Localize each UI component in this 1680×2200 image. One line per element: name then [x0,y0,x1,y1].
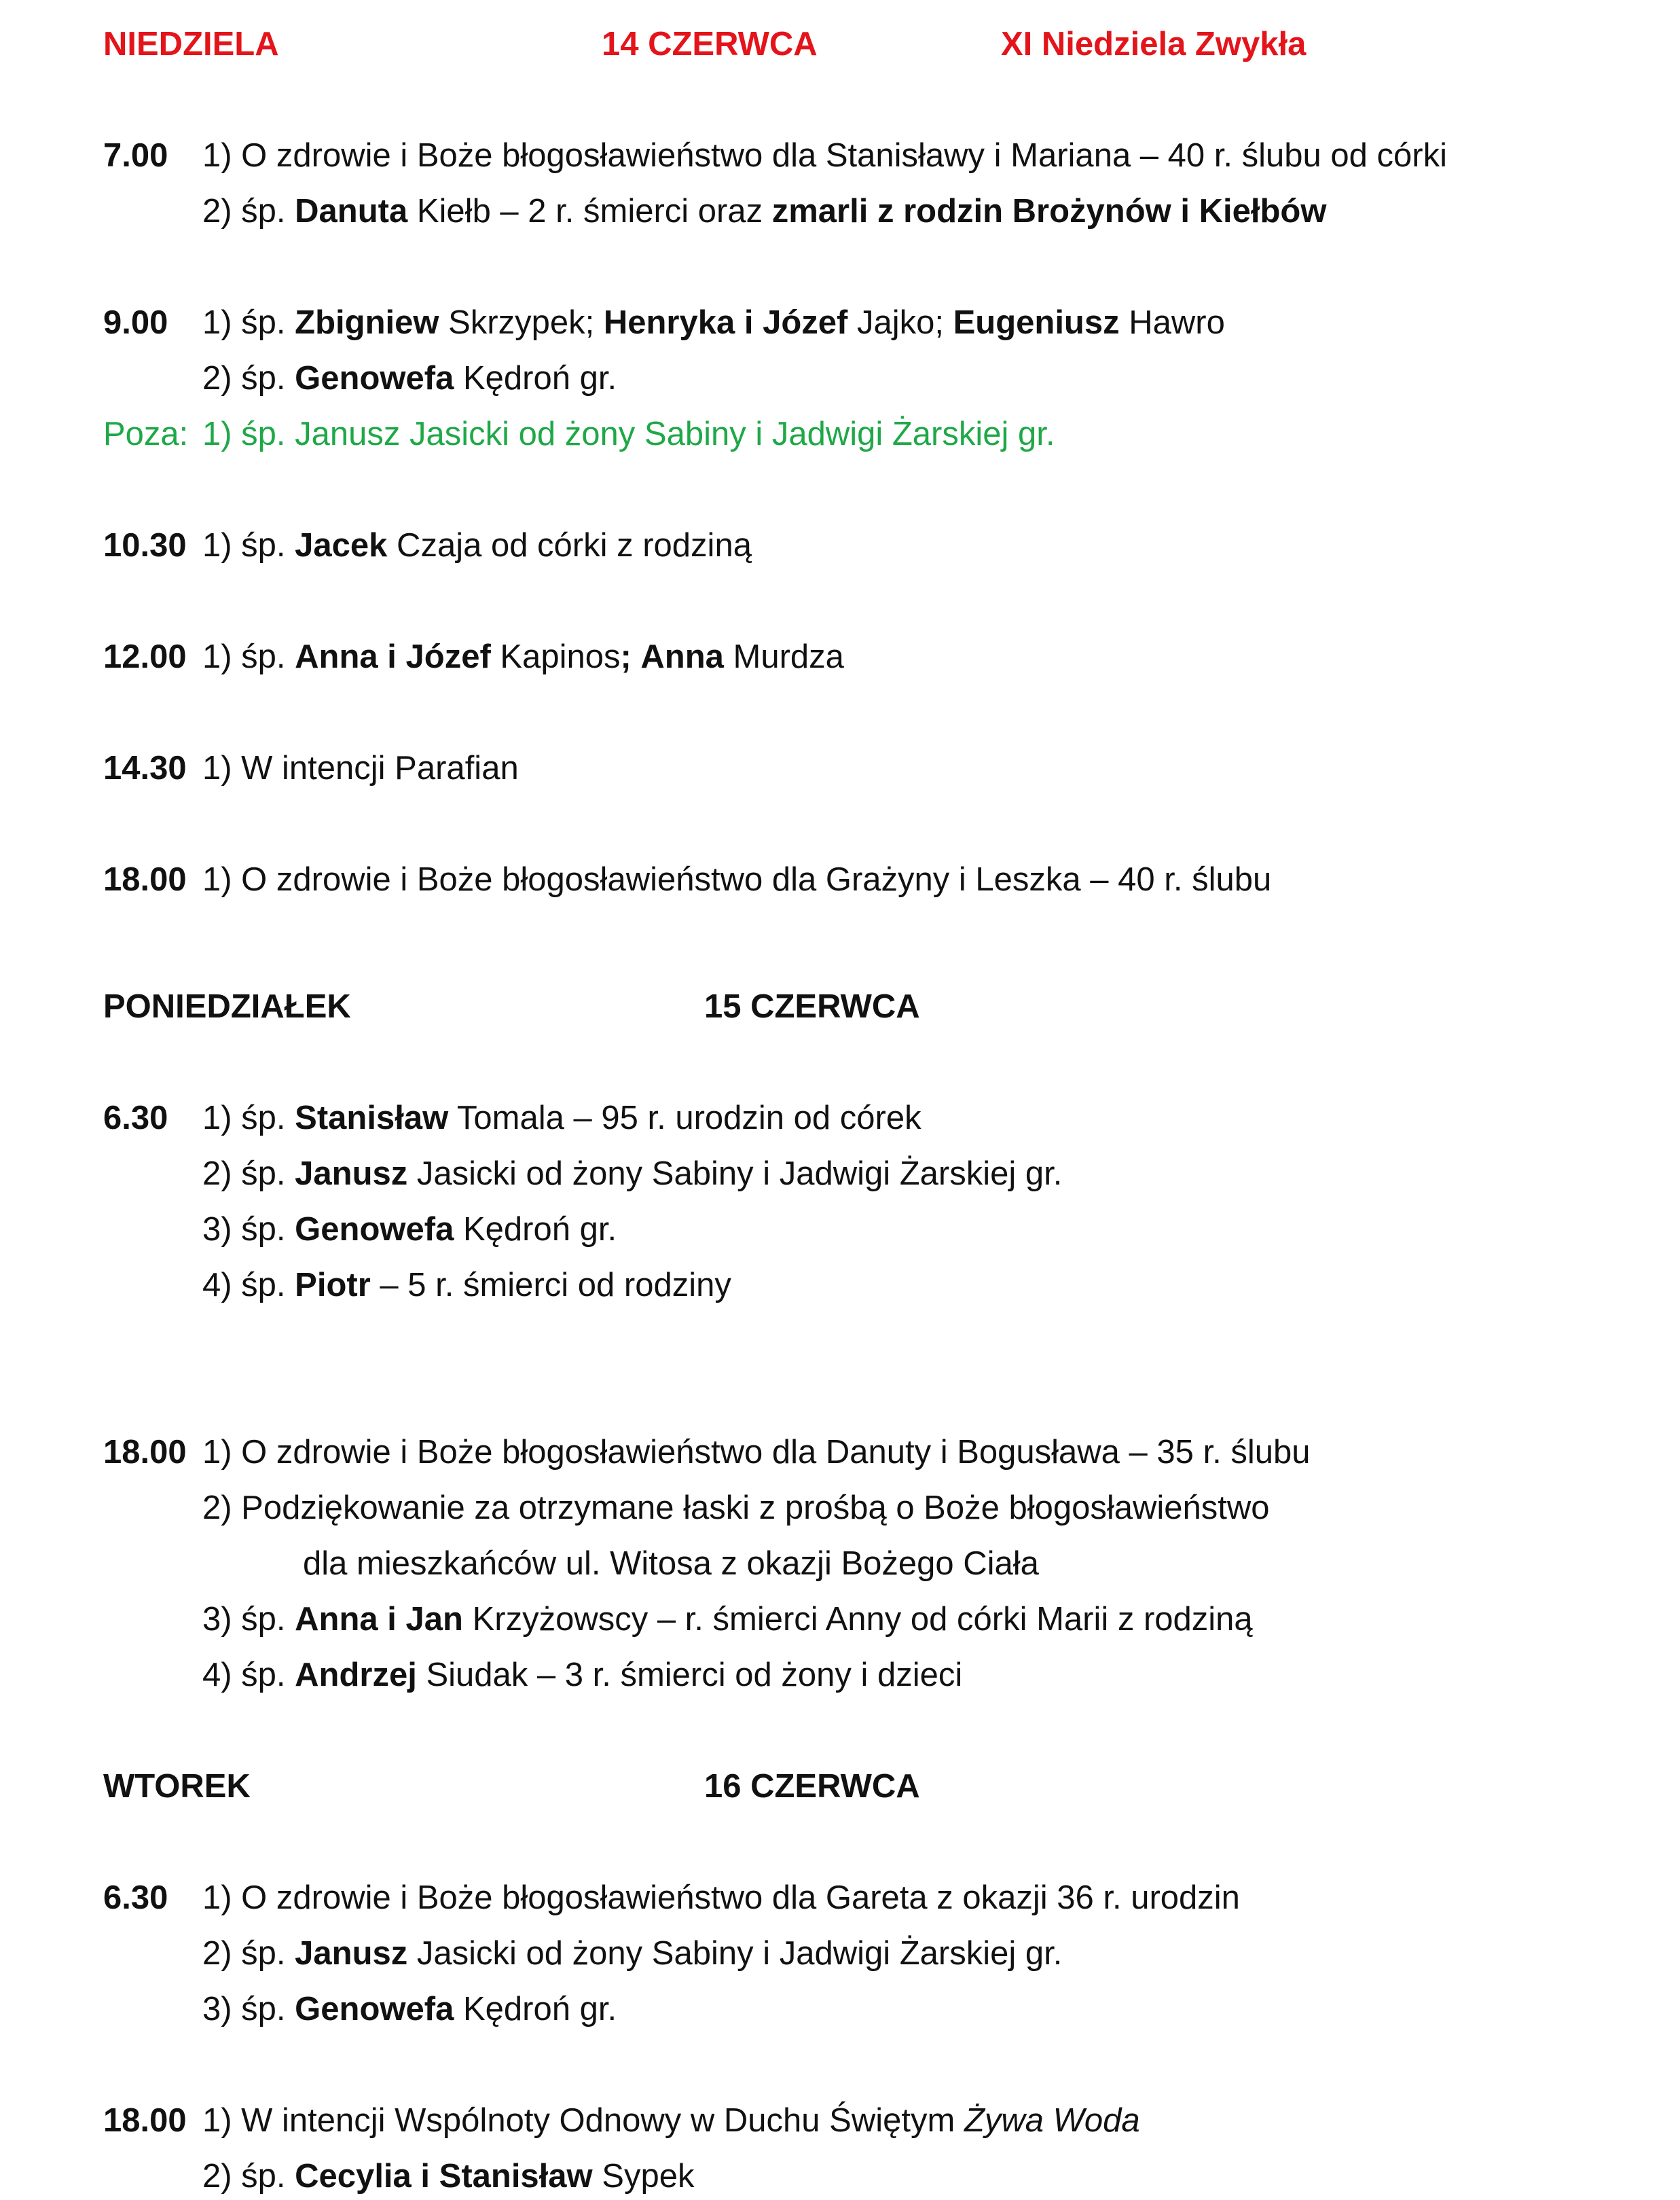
mass-line [103,1989,617,2030]
intention-text: Kędroń gr. [454,1211,617,1248]
day-name: WTOREK [103,1768,251,1805]
person-name: Henryka i Józef [603,304,848,341]
person-name: Genowefa [295,1991,454,2027]
intention-text: 2) śp. [202,2158,295,2195]
mass-line [103,1432,1311,1473]
mass-line [103,1153,1062,1194]
mass-line [103,2156,694,2197]
intention-text: 1) O zdrowie i Boże błogosławieństwo dla Grażyny i Leszka – 40 r. ślubu [202,861,1272,898]
day-name: NIEDZIELA [103,26,279,62]
mass-time: 6.30 [103,1879,168,1916]
person-name: Anna i Jan [295,1601,463,1638]
intention-text: Siudak – 3 r. śmierci od żony i dzieci [416,1657,963,1693]
mass-line [103,1487,1270,1528]
mass-line [103,525,752,566]
mass-line [103,1599,1253,1640]
separator: ; [620,638,632,675]
mass-line [103,636,844,677]
person-name: Genowefa [295,360,454,397]
person-name: Janusz [295,1155,408,1192]
mass-line [103,1098,921,1138]
person-name: Stanisław [295,1100,449,1136]
intention-text: Jajko; [847,304,953,341]
mass-line [103,135,1447,176]
intention-text: Krzyżowscy – r. śmierci Anny od córki Marii z rodziną [462,1601,1253,1638]
intention-text: 2) śp. [202,360,295,397]
intention-text: 1) śp. [202,1100,295,1136]
intention-text: 2) Podziękowanie za otrzymane łaski z prośbą o Boże błogosławieństwo [202,1490,1270,1526]
intention-text: 2) śp. [202,1935,295,1972]
intention-text: dla mieszkańców ul. Witosa z okazji Bożego Ciała [303,1545,1039,1582]
person-name: Cecylia i Stanisław [295,2158,593,2195]
intention-text: 2) śp. [202,1155,295,1192]
intention-text: Skrzypek; [439,304,604,341]
mass-time: 18.00 [103,2102,187,2139]
intention-text: Kapinos [490,638,621,675]
person-name: Anna [640,638,724,675]
mass-line [103,358,617,399]
person-name: Andrzej [295,1657,417,1693]
outside-parish-line [103,414,1055,454]
intention-text: 1) O zdrowie i Boże błogosławieństwo dla Gareta z okazji 36 r. urodzin [202,1879,1240,1916]
intention-text: Hawro [1119,304,1225,341]
person-name: Eugeniusz [953,304,1120,341]
intention-text: Jasicki od żony Sabiny i Jadwigi Żarskiej gr. [407,1935,1063,1972]
intention-text: 4) śp. [202,1267,295,1303]
intention-text: 1) śp. Janusz Jasicki od żony Sabiny i Jadwigi Żarskiej gr. [202,416,1055,452]
mass-time: 18.00 [103,1434,187,1471]
mass-line [103,1655,962,1695]
feast-name: XI Niedziela Zwykła [1001,26,1307,62]
mass-time: 6.30 [103,1100,168,1136]
intention-text: Kędroń gr. [454,360,617,397]
person-name: Zbigniew [295,304,439,341]
intention-text: 2) śp. [202,193,295,230]
intention-text: 1) W intencji Wspólnoty Odnowy w Duchu Świętym [202,2102,964,2139]
person-name: Danuta [295,193,408,230]
mass-line [103,1933,1062,1974]
intention-text: 4) śp. [202,1657,295,1693]
person-name: Piotr [295,1267,371,1303]
outside-label: Poza: [103,416,189,452]
person-name: Anna i Józef [295,638,491,675]
intention-text: Jasicki od żony Sabiny i Jadwigi Żarskiej gr. [407,1155,1063,1192]
day-date: 15 CZERWCA [704,988,920,1025]
mass-time: 7.00 [103,137,168,174]
intention-text: 1) W intencji Parafian [202,750,519,787]
intention-text: 3) śp. [202,1991,295,2027]
intention-text: Sypek [592,2158,695,2195]
intention-text: 3) śp. [202,1211,295,1248]
intention-text: 1) śp. [202,304,295,341]
mass-line [103,1265,731,1305]
intention-text: 1) śp. [202,527,295,564]
day-date: 16 CZERWCA [704,1768,920,1805]
person-name: Janusz [295,1935,408,1972]
mass-line [103,1209,617,1250]
intention-text: 3) śp. [202,1601,295,1638]
intention-text [632,638,641,675]
day-date: 14 CZERWCA [602,26,818,62]
intention-text: Tomala – 95 r. urodzin od córek [448,1100,921,1136]
intention-text: Kiełb – 2 r. śmierci oraz [407,193,772,230]
person-name: zmarli z rodzin Brożynów i Kiełbów [771,193,1327,230]
day-name: PONIEDZIAŁEK [103,988,351,1025]
mass-time: 18.00 [103,861,187,898]
mass-line [103,2100,1140,2141]
intention-text: 1) śp. [202,638,295,675]
mass-time: 10.30 [103,527,187,564]
mass-line-continuation [103,1543,1039,1584]
mass-line [103,302,1225,343]
intention-text: Kędroń gr. [454,1991,617,2027]
intention-text: – 5 r. śmierci od rodziny [370,1267,731,1303]
mass-line [103,1877,1240,1918]
mass-line [103,191,1326,232]
mass-time: 14.30 [103,750,187,787]
community-name: Żywa Woda [964,2102,1140,2139]
intention-text: Czaja od córki z rodziną [387,527,752,564]
intention-text: 1) O zdrowie i Boże błogosławieństwo dla Stanisławy i Mariana – 40 r. ślubu od córki [202,137,1447,174]
intention-text: 1) O zdrowie i Boże błogosławieństwo dla Danuty i Bogusława – 35 r. ślubu [202,1434,1311,1471]
mass-time: 9.00 [103,304,168,341]
person-name: Jacek [295,527,388,564]
mass-line [103,748,519,789]
mass-line [103,859,1271,900]
person-name: Genowefa [295,1211,454,1248]
intention-text: Murdza [723,638,844,675]
mass-time: 12.00 [103,638,187,675]
